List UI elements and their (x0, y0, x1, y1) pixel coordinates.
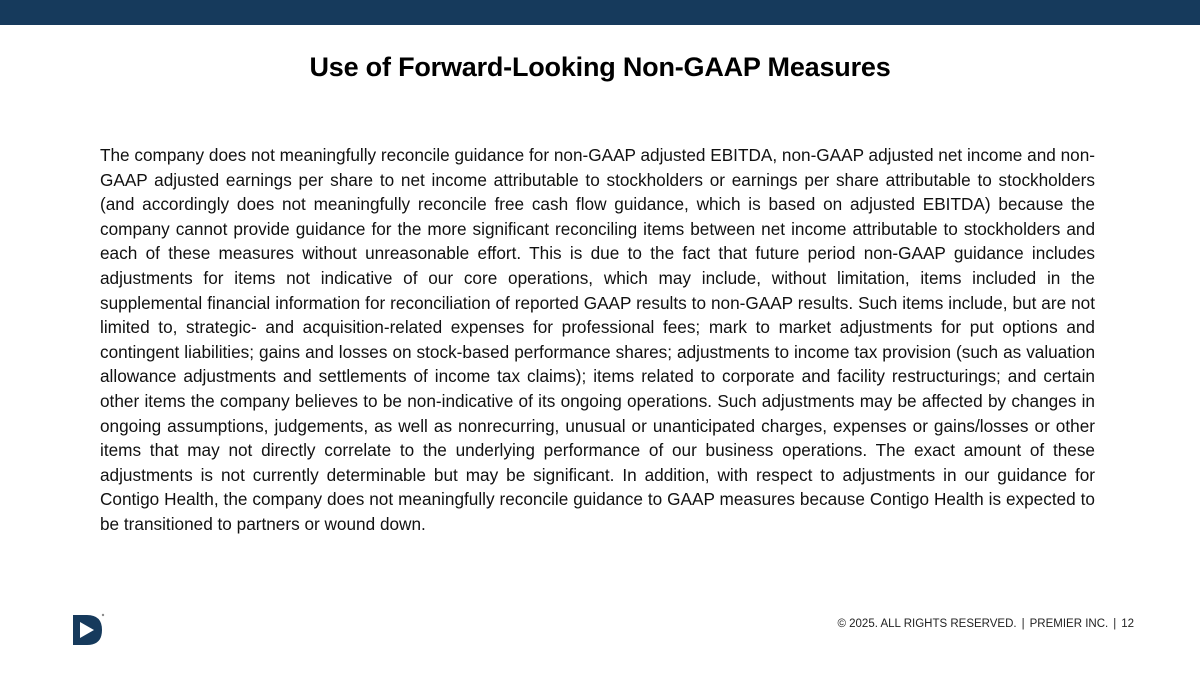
footer-separator: | (1021, 618, 1025, 630)
footer (837, 618, 1134, 630)
page-number: 12 (1121, 618, 1134, 630)
premier-logo-graphic (70, 611, 106, 647)
copyright-text: © 2025. ALL RIGHTS RESERVED. (837, 618, 1017, 630)
page-title: Use of Forward-Looking Non-GAAP Measures (309, 52, 891, 82)
premier-logo-icon (70, 611, 106, 647)
disclaimer-paragraph: The company does not meaningfully reconcile guidance for non-GAAP adjusted EBITDA, non-GAAP adjusted net income and non-GAAP adjusted earnings per share to net income attributable to stockholders or earnings per share attributable to stockholders (and accordingly does not meaningfully reconcile free cash flow guidance, which is based on adjusted EBITDA) because the company cannot provide guidance for the more significant reconciling items between net income attributable to stockholders and each of these measures without unreasonable effort. This is due to the fact that future period non-GAAP guidance includes adjustments for items not indicative of our core operations, which may include, without limitation, items included in the supplemental financial information for reconciliation of reported GAAP results to non-GAAP results. Such items include, but are not limited to, strategic- and acquisition-related expenses for professional fees; mark to market adjustments for put options and contingent liabilities; gains and losses on stock-based performance shares; adjustments to income tax provision (such as valuation allowance adjustments and settlements of income tax claims); items related to corporate and facility restructurings; and certain other items the company believes to be non-indicative of its ongoing operations. Such adjustments may be affected by changes in ongoing assumptions, judgements, as well as nonrecurring, unusual or unanticipated charges, expenses or gains/losses or other items that may not directly correlate to the underlying performance of our business operations. The exact amount of these adjustments is not currently determinable but may be significant. In addition, with respect to adjustments in our guidance for Contigo Health, the company does not meaningfully reconcile guidance to GAAP measures because Contigo Health is expected to be transitioned to partners or wound down. (100, 145, 1095, 534)
top-banner-bar (0, 0, 1200, 25)
company-name: PREMIER INC. (1029, 618, 1109, 630)
footer-separator: | (1113, 618, 1117, 630)
